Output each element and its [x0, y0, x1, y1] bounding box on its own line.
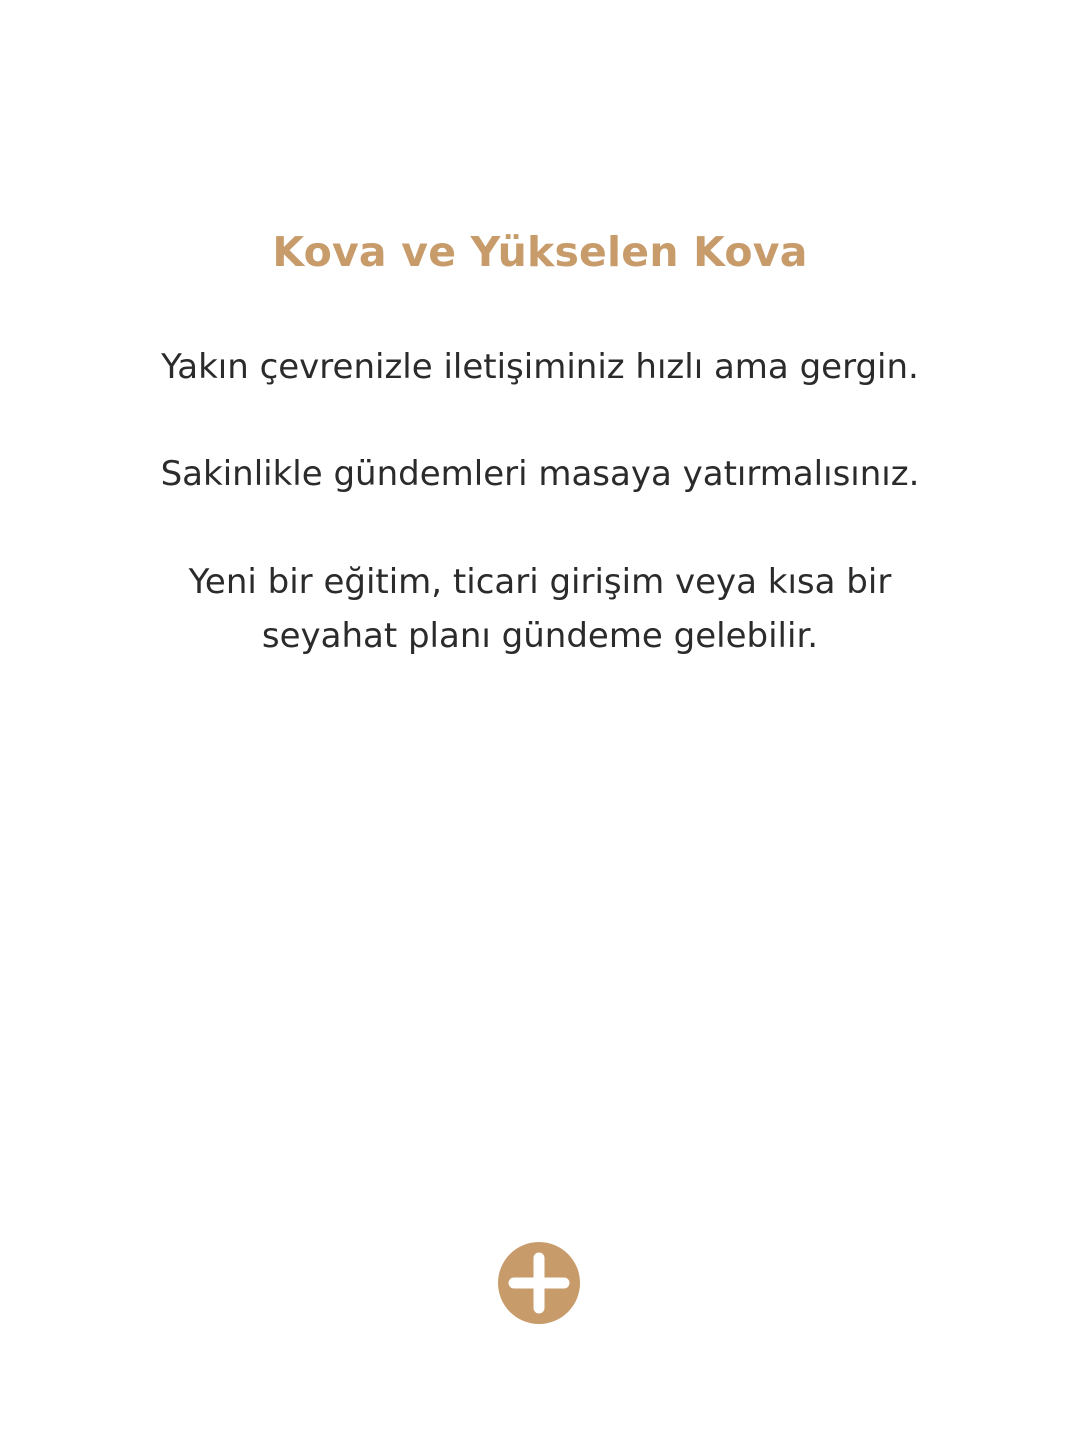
- plus-circle-icon: [498, 1242, 580, 1324]
- paragraph-line: Sakinlikle gündemleri masaya yatırmalısınız.: [160, 454, 920, 494]
- paragraph-line: Yakın çevrenizle iletişiminiz hızlı ama gergin.: [161, 347, 919, 387]
- paragraph-line: seyahat planı gündeme gelebilir.: [261, 616, 819, 656]
- paragraph-plans: [100, 555, 980, 663]
- page-title: Kova ve Yükselen Kova: [272, 228, 808, 276]
- paragraph-agenda: [100, 447, 980, 501]
- paragraph-line: Yeni bir eğitim, ticari girişim veya kısa bir: [188, 562, 892, 602]
- add-button[interactable]: [498, 1242, 580, 1324]
- paragraph-communication: [100, 340, 980, 394]
